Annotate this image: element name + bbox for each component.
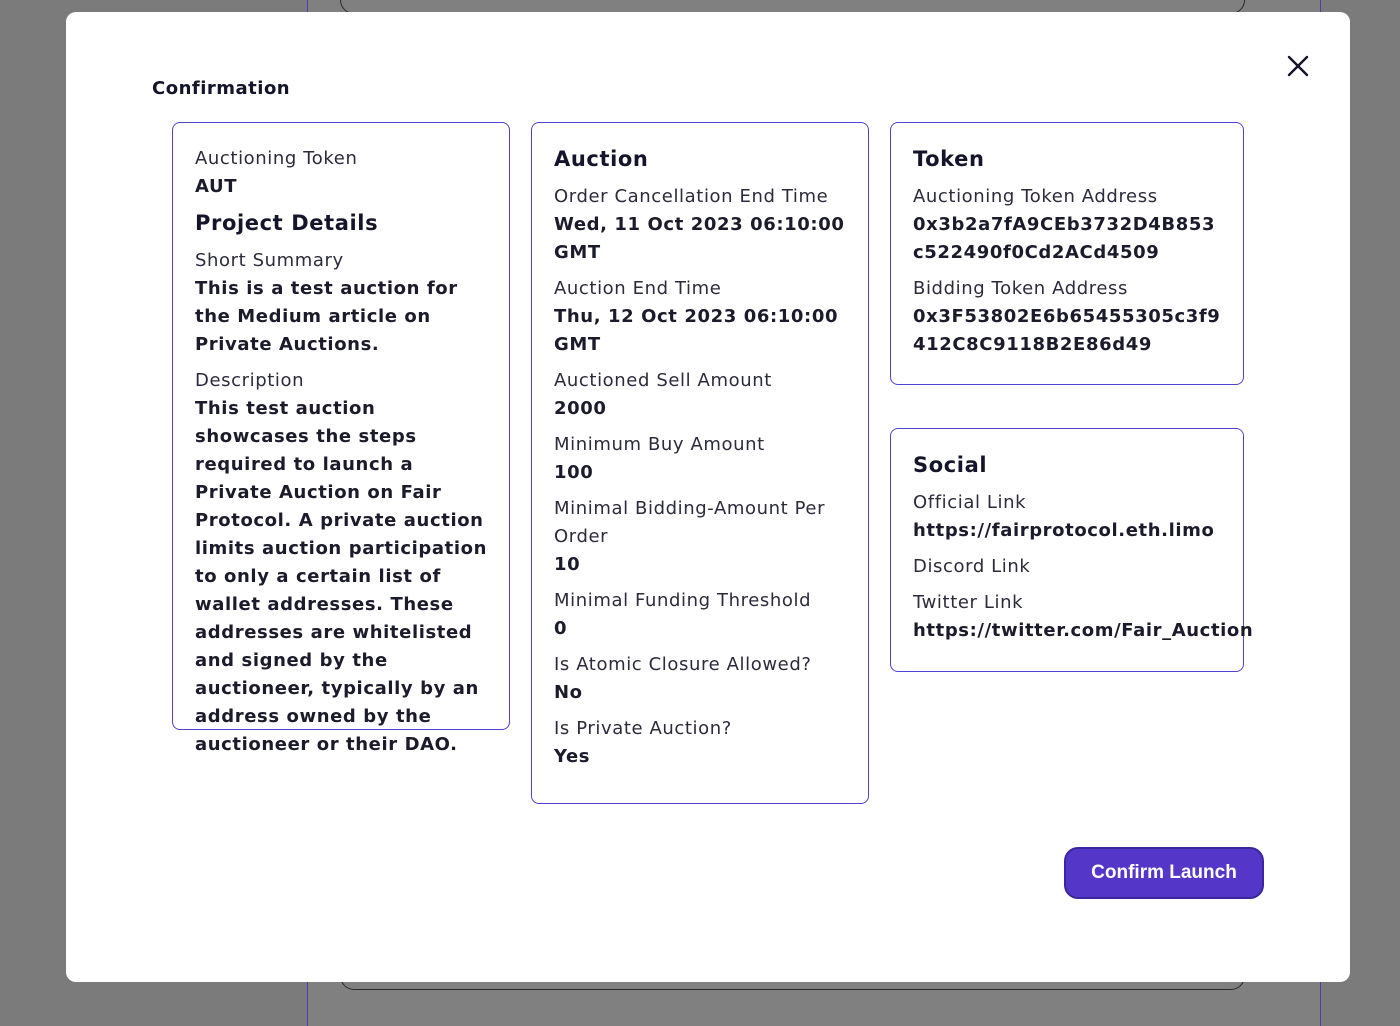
auction-field-value: 10: [554, 554, 581, 575]
auction-field-label: Auctioned Sell Amount: [554, 370, 772, 391]
auction-field-value: 0: [554, 618, 568, 639]
confirm-launch-button[interactable]: Confirm Launch: [1064, 847, 1264, 899]
auction-field: [554, 495, 846, 579]
social-heading: Social: [913, 453, 988, 477]
auction-field-label: Order Cancellation End Time: [554, 186, 829, 207]
close-icon: [1284, 52, 1312, 80]
modal-title: Confirmation: [152, 78, 291, 99]
auction-field-label: Minimal Funding Threshold: [554, 590, 812, 611]
confirmation-modal: [66, 12, 1350, 982]
token-card: [890, 122, 1244, 385]
auction-field-label: Minimum Buy Amount: [554, 434, 765, 455]
auction-field-label: Is Atomic Closure Allowed?: [554, 654, 812, 675]
twitter-link-field: [913, 589, 1254, 645]
official-link-field: [913, 489, 1221, 545]
description-field: [195, 367, 487, 759]
bidding-token-address-value: 0x3F53802E6b65455305c3f9412C8C9118B2E86d49: [913, 306, 1221, 355]
discord-link-field: [913, 553, 1221, 581]
discord-link-label: Discord Link: [913, 556, 1031, 577]
auctioning-token-address-field: [913, 183, 1221, 267]
auction-heading: Auction: [554, 147, 649, 171]
twitter-link-value: https://twitter.com/Fair_Auction: [913, 620, 1254, 641]
short-summary-label: Short Summary: [195, 250, 344, 271]
token-heading: Token: [913, 147, 985, 171]
auction-field-value: No: [554, 682, 583, 703]
auctioning-token-field: [195, 145, 487, 201]
auction-field: [554, 431, 846, 487]
auctioning-token-value: AUT: [195, 176, 238, 197]
twitter-link-label: Twitter Link: [913, 592, 1024, 613]
auction-field: [554, 275, 846, 359]
auction-field-label: Is Private Auction?: [554, 718, 732, 739]
bidding-token-address-label: Bidding Token Address: [913, 278, 1128, 299]
auction-card: [531, 122, 869, 804]
auction-field: [554, 587, 846, 643]
short-summary-field: [195, 247, 487, 359]
auction-field-value: Wed, 11 Oct 2023 06:10:00 GMT: [554, 214, 845, 263]
project-details-card: [172, 122, 510, 755]
auction-field-label: Minimal Bidding-Amount Per Order: [554, 498, 826, 547]
official-link-label: Official Link: [913, 492, 1027, 513]
auction-field-value: 100: [554, 462, 594, 483]
project-details-heading: Project Details: [195, 211, 379, 235]
auction-field: [554, 183, 846, 267]
close-button[interactable]: [1284, 52, 1312, 80]
short-summary-value: This is a test auction for the Medium article on Private Auctions.: [195, 278, 458, 355]
auction-field: [554, 715, 846, 771]
description-value: This test auction showcases the steps required to launch a Private Auction on Fair Protocol. A private auction limits auction participation to only a certain list of wallet addresses. These addresses are whitelisted and signed by the auctioneer, typically by an address owned by the auctioneer or their DAO.: [195, 398, 488, 755]
auction-field-value: 2000: [554, 398, 607, 419]
auctioning-token-address-value: 0x3b2a7fA9CEb3732D4B853c522490f0Cd2ACd4509: [913, 214, 1216, 263]
official-link-value: https://fairprotocol.eth.limo: [913, 520, 1215, 541]
auction-field: [554, 367, 846, 423]
auction-field: [554, 651, 846, 707]
auction-field-label: Auction End Time: [554, 278, 722, 299]
auction-field-value: Thu, 12 Oct 2023 06:10:00 GMT: [554, 306, 839, 355]
description-label: Description: [195, 370, 305, 391]
bidding-token-address-field: [913, 275, 1221, 359]
social-card: [890, 428, 1254, 672]
auctioning-token-label: Auctioning Token: [195, 148, 358, 169]
auctioning-token-address-label: Auctioning Token Address: [913, 186, 1158, 207]
auction-field-value: Yes: [554, 746, 591, 767]
